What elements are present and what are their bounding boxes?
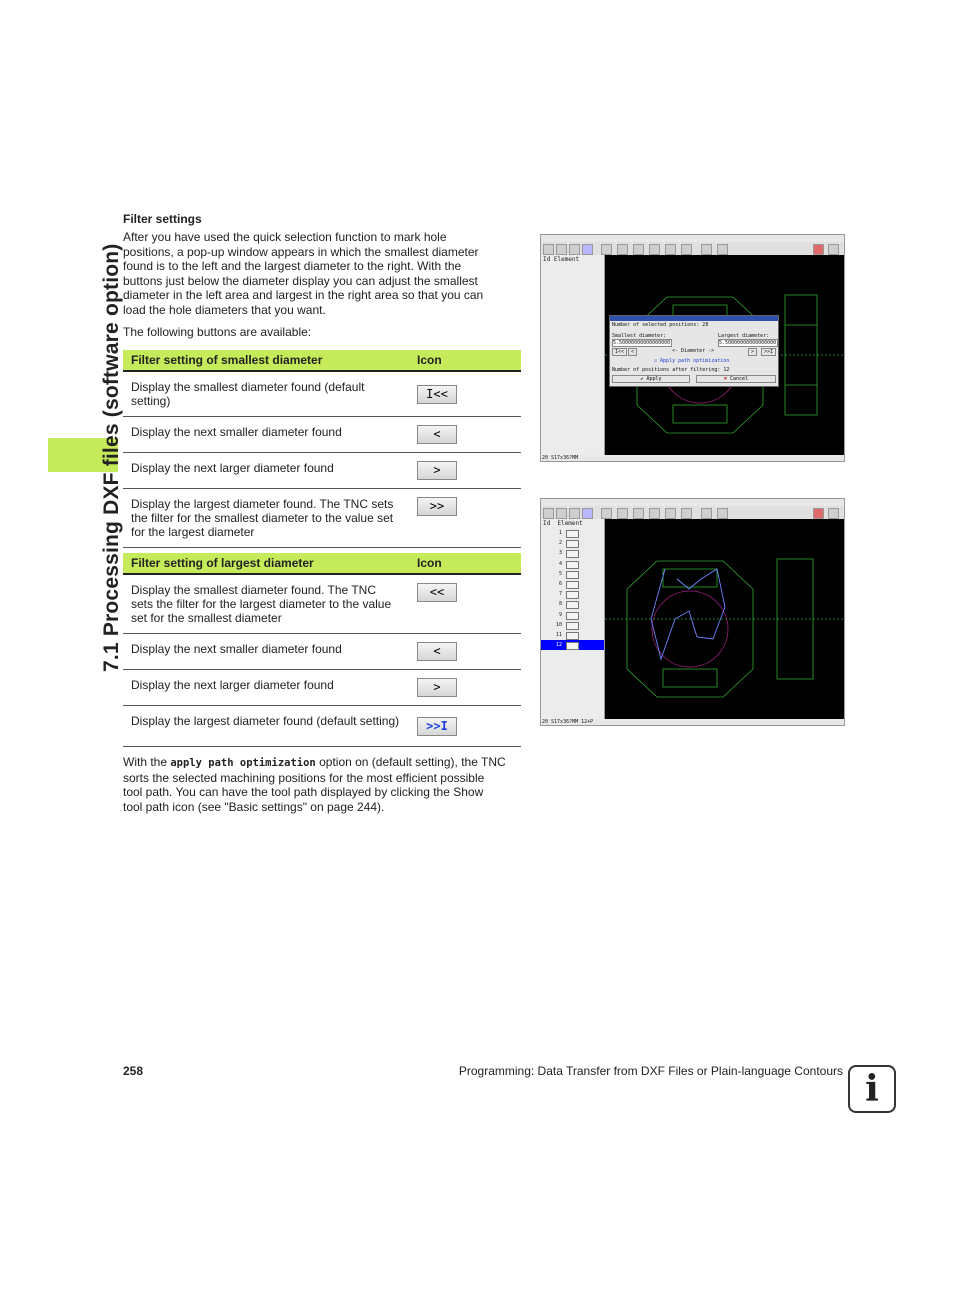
list-item-id: 5 bbox=[558, 570, 562, 577]
detail-icon bbox=[717, 244, 728, 255]
close-icon bbox=[813, 508, 824, 519]
row-icon-cell bbox=[409, 489, 521, 548]
tool-path bbox=[651, 569, 725, 659]
smallest-prev-button[interactable]: < bbox=[628, 348, 637, 356]
checkbox-icon[interactable] bbox=[566, 622, 579, 630]
optimization-label: Apply path optimization bbox=[660, 358, 730, 364]
closing-line: tool path. You can have the tool path displayed by clicking the Show bbox=[123, 785, 484, 799]
optimization-checkbox[interactable]: ☑ Apply path optimization bbox=[654, 358, 730, 364]
table-header-filter: Filter setting of smallest diameter bbox=[123, 350, 409, 371]
close-icon bbox=[813, 244, 824, 255]
window-titlebar bbox=[541, 235, 844, 242]
select-icon bbox=[556, 508, 567, 519]
zoom-icon bbox=[601, 244, 612, 255]
page-number: 258 bbox=[123, 1064, 144, 1078]
table-header-filter: Filter setting of largest diameter bbox=[123, 553, 409, 574]
help-icon bbox=[828, 508, 839, 519]
checkbox-icon[interactable] bbox=[566, 601, 579, 609]
list-item[interactable] bbox=[541, 579, 604, 589]
intro-line: buttons just below the diameter display you can adjust the smallest bbox=[123, 273, 478, 288]
row-icon-cell bbox=[409, 574, 521, 634]
row-description: Display the largest diameter found (default setting) bbox=[123, 706, 409, 747]
row-description: Display the smallest diameter found (default setting) bbox=[123, 371, 409, 417]
largest-last-button-icon: >>I bbox=[417, 717, 457, 736]
next-smaller-button-icon: < bbox=[417, 642, 457, 661]
cad-toolbar bbox=[541, 242, 844, 256]
closing-line bbox=[123, 755, 506, 771]
cad-drawing bbox=[605, 519, 844, 719]
list-item[interactable] bbox=[541, 620, 604, 630]
redo-icon bbox=[665, 508, 676, 519]
table-header-icon: Icon bbox=[409, 553, 521, 574]
checkbox-icon[interactable] bbox=[566, 591, 579, 599]
apply-label: Apply bbox=[646, 376, 662, 382]
table-smallest-diameter bbox=[123, 350, 521, 548]
row-description: Display the next larger diameter found bbox=[123, 453, 409, 489]
table-row bbox=[123, 453, 521, 489]
intro-line: found is to the left and the largest diameter to the right. With the bbox=[123, 259, 462, 273]
position-list bbox=[541, 528, 604, 650]
apply-button[interactable]: ✔ Apply bbox=[612, 375, 690, 383]
diameter-label: <- Diameter -> bbox=[672, 348, 715, 354]
list-item[interactable] bbox=[541, 630, 604, 640]
list-item-id: 10 bbox=[555, 621, 562, 628]
contour-icon bbox=[569, 508, 580, 519]
list-item[interactable] bbox=[541, 528, 604, 538]
redo-icon bbox=[665, 244, 676, 255]
positions-icon bbox=[582, 244, 593, 255]
list-header-id: Id bbox=[543, 520, 551, 527]
set-icon bbox=[633, 244, 644, 255]
largest-next-button[interactable]: > bbox=[748, 348, 757, 356]
list-item[interactable] bbox=[541, 569, 604, 579]
chapter-title: 7.1 Processing DXF files (software option) bbox=[100, 243, 123, 672]
smallest-first-button[interactable]: I<< bbox=[612, 348, 627, 356]
closing-pre: With the bbox=[123, 755, 171, 769]
status-bar: 20 S17x36?MM 12+P bbox=[541, 719, 844, 725]
settings-icon bbox=[681, 508, 692, 519]
status-bar: 20 S17x36?MM bbox=[541, 455, 844, 461]
pocket bbox=[673, 405, 727, 423]
intro-paragraph bbox=[123, 230, 483, 317]
row-icon-cell bbox=[409, 670, 521, 706]
smallest-label: Smallest diameter: bbox=[612, 333, 667, 339]
window-titlebar bbox=[541, 499, 844, 506]
intro-line: diameter in the left area and largest in the right area so that you can bbox=[123, 288, 484, 302]
row-icon-cell bbox=[409, 706, 521, 747]
settings-icon bbox=[681, 244, 692, 255]
open-icon bbox=[543, 508, 554, 519]
pocket bbox=[663, 669, 717, 687]
list-header-id: Id bbox=[543, 256, 551, 263]
table-header-row bbox=[123, 553, 521, 574]
list-item[interactable] bbox=[541, 589, 604, 599]
list-item-id: 11 bbox=[555, 631, 562, 638]
closing-line: sorts the selected machining positions for the most efficient possible bbox=[123, 770, 485, 785]
list-header bbox=[541, 519, 604, 528]
cad-canvas bbox=[605, 519, 844, 719]
closing-paragraph bbox=[123, 755, 506, 814]
row-description: Display the next larger diameter found bbox=[123, 670, 409, 706]
cancel-button[interactable] bbox=[696, 375, 776, 383]
intro-line: After you have used the quick selection function to mark hole bbox=[123, 230, 447, 244]
list-item-id: 7 bbox=[558, 591, 562, 598]
info-icon: i bbox=[848, 1065, 896, 1113]
list-header-element: Element bbox=[557, 520, 583, 527]
checkbox-icon[interactable] bbox=[566, 612, 579, 620]
checkbox-icon[interactable] bbox=[566, 530, 579, 538]
section-heading: Filter settings bbox=[123, 212, 202, 226]
help-icon bbox=[828, 244, 839, 255]
closing-line: tool path icon (see "Basic settings" on page 244). bbox=[123, 799, 385, 814]
largest-label: Largest diameter: bbox=[718, 333, 770, 339]
option-name: apply path optimization bbox=[170, 757, 316, 769]
table-row bbox=[123, 706, 521, 747]
closing-post: option on (default setting), the TNC bbox=[315, 755, 506, 769]
table-largest-diameter bbox=[123, 553, 521, 747]
path-icon bbox=[701, 244, 712, 255]
row-icon-cell bbox=[409, 371, 521, 417]
checkbox-icon[interactable] bbox=[566, 571, 579, 579]
cancel-icon: ✖ bbox=[723, 376, 727, 382]
filtered-count: Number of positions after filtering: 12 bbox=[612, 367, 730, 373]
list-item[interactable] bbox=[541, 610, 604, 620]
row-icon-cell bbox=[409, 634, 521, 670]
checkbox-icon[interactable] bbox=[566, 561, 579, 569]
layer-icon bbox=[617, 244, 628, 255]
largest-field[interactable]: 5.50000000000000000 bbox=[719, 340, 777, 346]
table-header-row bbox=[123, 350, 521, 371]
table-row bbox=[123, 489, 521, 548]
list-item[interactable] bbox=[541, 548, 604, 558]
list-item-id: 12 bbox=[555, 642, 562, 649]
next-smaller-button-icon: < bbox=[417, 425, 457, 444]
contour-icon bbox=[569, 244, 580, 255]
list-header-element: Element bbox=[553, 256, 580, 263]
checkbox-icon[interactable] bbox=[566, 642, 579, 650]
list-item-id: 1 bbox=[558, 530, 562, 536]
buttons-intro: The following buttons are available: bbox=[123, 325, 312, 339]
select-icon bbox=[556, 244, 567, 255]
list-item[interactable] bbox=[541, 559, 604, 569]
list-item-id: 4 bbox=[558, 560, 562, 567]
row-icon-cell bbox=[409, 453, 521, 489]
zoom-icon bbox=[601, 508, 612, 519]
row-description: Display the next smaller diameter found bbox=[123, 634, 409, 670]
next-larger-button-icon: > bbox=[417, 678, 457, 697]
smallest-first-button-icon: I<< bbox=[417, 385, 457, 404]
list-item[interactable] bbox=[541, 538, 604, 548]
largest-last-button[interactable]: >>I bbox=[761, 348, 776, 356]
undo-icon bbox=[649, 244, 660, 255]
row-description: Display the next smaller diameter found bbox=[123, 417, 409, 453]
intro-line: positions, a pop-up window appears in which the smallest diameter bbox=[123, 244, 479, 259]
checkbox-icon[interactable] bbox=[566, 632, 579, 640]
screenshot-filter-dialog bbox=[540, 234, 845, 462]
table-row bbox=[123, 634, 521, 670]
largest-button-icon: >> bbox=[417, 497, 457, 516]
row-description: Display the smallest diameter found. The TNC sets the filter for the largest diameter to the value set for the smallest diameter bbox=[123, 574, 409, 634]
cancel-label: Cancel bbox=[729, 376, 749, 382]
checkbox-icon[interactable] bbox=[566, 581, 579, 589]
undo-icon bbox=[649, 508, 660, 519]
list-item-id: 8 bbox=[558, 601, 562, 608]
table-row bbox=[123, 371, 521, 417]
screenshot-tool-path bbox=[540, 498, 845, 726]
row-description: Display the largest diameter found. The TNC sets the filter for the smallest diameter to the value set for the largest diameter bbox=[123, 489, 409, 548]
detail-icon bbox=[717, 508, 728, 519]
smallest-field[interactable]: 5.50000000000000000 bbox=[613, 340, 671, 346]
element-list bbox=[541, 255, 605, 455]
pocket bbox=[663, 569, 717, 587]
table-row bbox=[123, 417, 521, 453]
part-outline bbox=[627, 561, 753, 697]
list-item[interactable] bbox=[541, 640, 604, 650]
chapter-sidebar bbox=[46, 212, 123, 672]
list-item[interactable] bbox=[541, 599, 604, 609]
smallest-button-icon: << bbox=[417, 583, 457, 602]
filter-dialog bbox=[609, 315, 779, 387]
list-item-id: 3 bbox=[558, 550, 562, 557]
next-larger-button-icon: > bbox=[417, 461, 457, 480]
selected-count: Number of selected positions: 28 bbox=[612, 322, 709, 328]
path-icon bbox=[701, 508, 712, 519]
list-item-id: 2 bbox=[558, 540, 562, 547]
intro-line: load the hole diameters that you want. bbox=[123, 302, 326, 317]
list-item-id: 9 bbox=[558, 611, 562, 618]
row-icon-cell bbox=[409, 417, 521, 453]
running-title: Programming: Data Transfer from DXF Files or Plain-language Contours bbox=[458, 1064, 843, 1078]
positions-icon bbox=[582, 508, 593, 519]
table-header-icon: Icon bbox=[409, 350, 521, 371]
checkbox-icon[interactable] bbox=[566, 540, 579, 548]
checkbox-icon[interactable] bbox=[566, 550, 579, 558]
set-icon bbox=[633, 508, 644, 519]
element-list bbox=[541, 519, 605, 719]
list-header bbox=[541, 255, 604, 264]
cad-toolbar bbox=[541, 506, 844, 520]
table-row bbox=[123, 670, 521, 706]
list-item-id: 6 bbox=[558, 580, 562, 587]
table-row bbox=[123, 574, 521, 634]
layer-icon bbox=[617, 508, 628, 519]
open-icon bbox=[543, 244, 554, 255]
